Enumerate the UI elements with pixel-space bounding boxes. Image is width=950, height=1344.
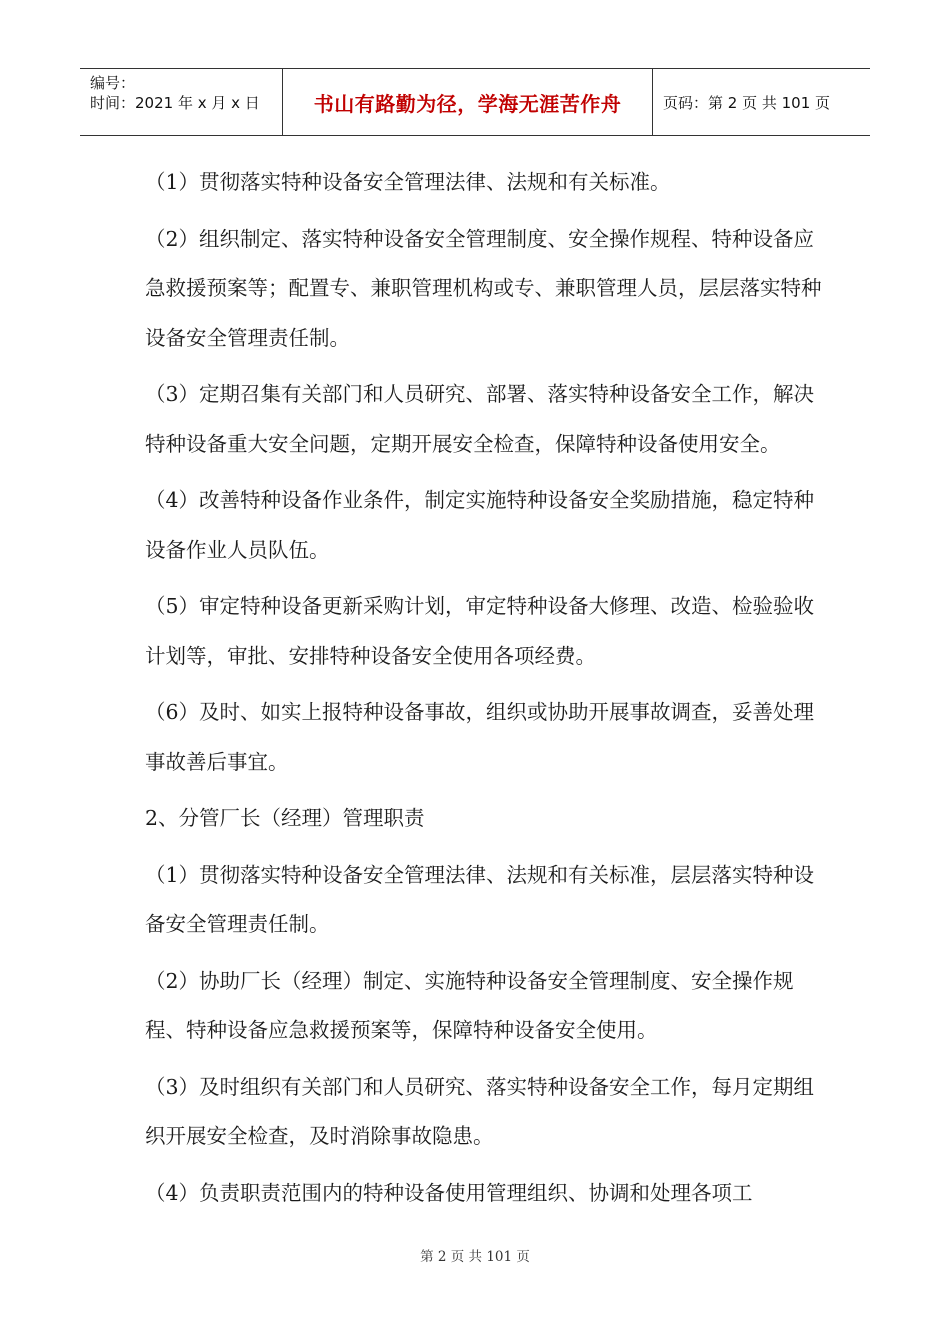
paragraph-10: （4）负责职责范围内的特种设备使用管理组织、协调和处理各项工 — [145, 1180, 753, 1205]
header-motto: 书山有路勤为径，学海无涯苦作舟 — [283, 69, 653, 135]
time-label: 时间：2021 年 x 月 x 日 — [90, 94, 260, 112]
paragraph-9: （3）及时组织有关部门和人员研究、落实特种设备安全工作，每月定期组织开展安全检查，及时消除事故隐患。 — [145, 1074, 815, 1148]
section-heading: 2、分管厂长（经理）管理职责 — [145, 806, 425, 830]
page-footer: 第 2 页 共 101 页 — [420, 1249, 530, 1265]
paragraph-8: （2）协助厂长（经理）制定、实施特种设备安全管理制度、安全操作规程、特种设备应急救援预案等，保障特种设备安全使用。 — [145, 968, 794, 1042]
serial-label: 编号： — [90, 74, 136, 92]
paragraph-1: （1）贯彻落实特种设备安全管理法律、法规和有关标准。 — [145, 170, 671, 194]
page-header — [80, 68, 870, 136]
paragraph-2: （2）组织制定、落实特种设备安全管理制度、安全操作规程、特种设备应急救援预案等；配置专、兼职管理机构或专、兼职管理人员，层层落实特种设备安全管理责任制。 — [145, 226, 822, 350]
paragraph-3: （3）定期召集有关部门和人员研究、部署、落实特种设备安全工作，解决特种设备重大安全问题，定期开展安全检查，保障特种设备使用安全。 — [145, 382, 815, 456]
header-page-code: 页码：第 2 页 共 101 页 — [663, 93, 831, 112]
header-meta — [80, 69, 283, 135]
paragraph-7: （1）贯彻落实特种设备安全管理法律、法规和有关标准，层层落实特种设备安全管理责任制。 — [145, 862, 815, 936]
paragraph-5: （5）审定特种设备更新采购计划，审定特种设备大修理、改造、检验验收计划等，审批、安排特种设备安全使用各项经费。 — [145, 594, 815, 668]
paragraph-4: （4）改善特种设备作业条件，制定实施特种设备安全奖励措施，稳定特种设备作业人员队伍。 — [145, 488, 815, 562]
paragraph-6: （6）及时、如实上报特种设备事故，组织或协助开展事故调查，妥善处理事故善后事宜。 — [145, 700, 815, 774]
document-body — [145, 158, 825, 1225]
